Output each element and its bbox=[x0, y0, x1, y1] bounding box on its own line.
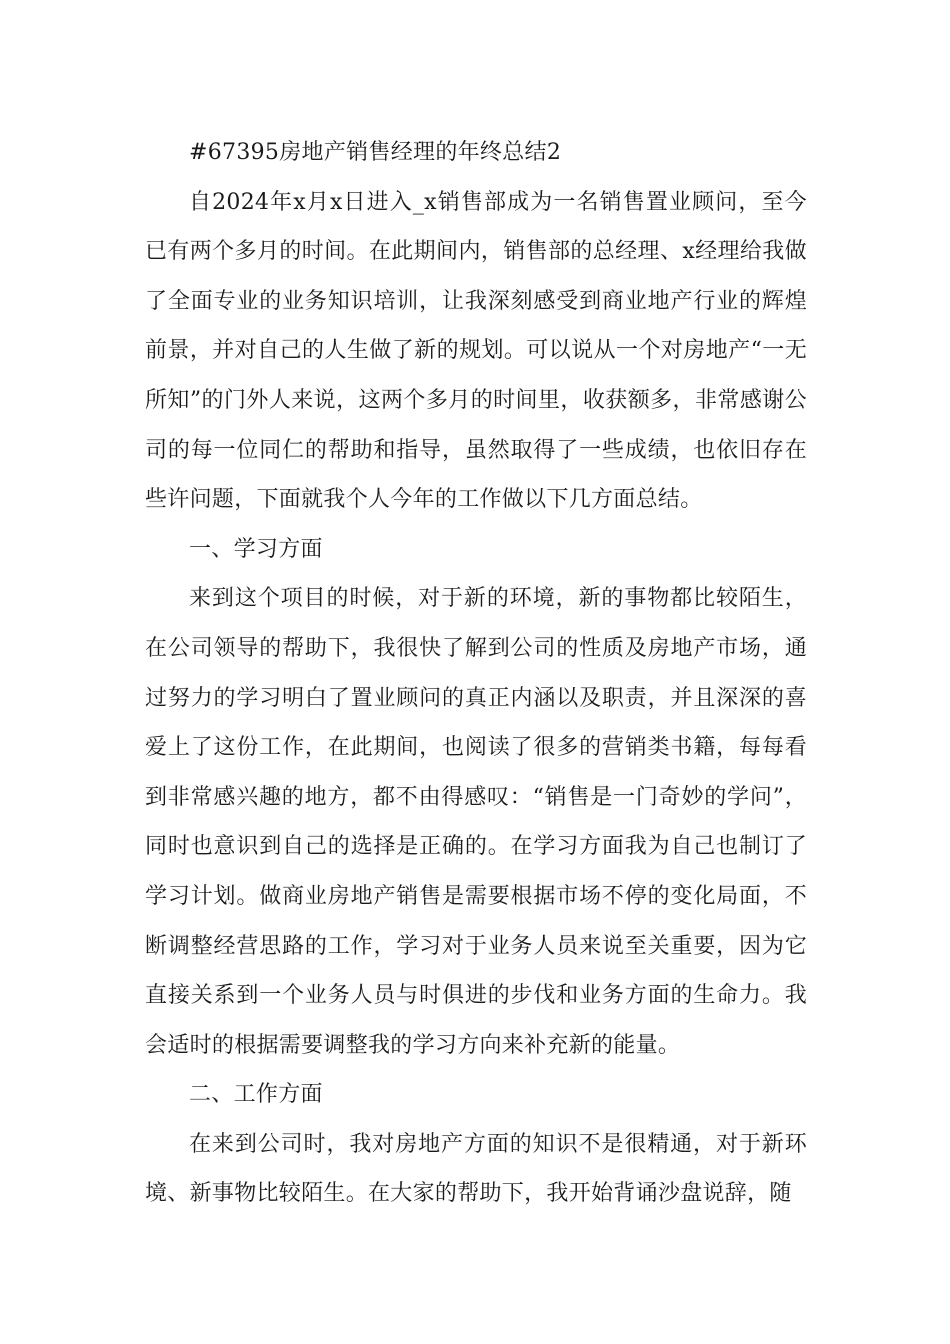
work-paragraph: 在来到公司时，我对房地产方面的知识不是很精通，对于新环境、新事物比较陌生。在大家的帮助下，我开始背诵沙盘说辞，随 bbox=[145, 1131, 807, 1207]
document-body bbox=[145, 128, 807, 1219]
document-title: #67395房地产销售经理的年终总结2 bbox=[189, 140, 562, 165]
section-heading-study: 一、学习方面 bbox=[189, 536, 323, 562]
intro-paragraph: 自2024年x月x日进入_x销售部成为一名销售置业顾问，至今已有两个多月的时间。在此期间内，销售部的总经理、x经理给我做了全面专业的业务知识培训，让我深刻感受到商业地产行业的辉煌前景，并对自己的人生做了新的规划。可以说从一个对房地产“一无所知”的门外人来说，这两个多月的时间里，收获额多，非常感谢公司的每一位同仁的帮助和指导，虽然取得了一些成绩，也依旧存在些许问题，下面就我个人今年的工作做以下几方面总结。 bbox=[145, 189, 807, 513]
section-heading-work: 二、工作方面 bbox=[189, 1082, 323, 1108]
study-paragraph: 来到这个项目的时候，对于新的环境，新的事物都比较陌生，在公司领导的帮助下，我很快了解到公司的性质及房地产市场，通过努力的学习明白了置业顾问的真正内涵以及职责，并且深深的喜爱上了这份工作，在此期间，也阅读了很多的营销类书籍，每每看到非常感兴趣的地方，都不由得感叹：“销售是一门奇妙的学问”，同时也意识到自己的选择是正确的。在学习方面我为自己也制订了学习计划。做商业房地产销售是需要根据市场不停的变化局面，不断调整经营思路的工作，学习对于业务人员来说至关重要，因为它直接关系到一个业务人员与时俱进的步伐和业务方面的生命力。我会适时的根据需要调整我的学习方向来补充新的能量。 bbox=[145, 586, 807, 1058]
